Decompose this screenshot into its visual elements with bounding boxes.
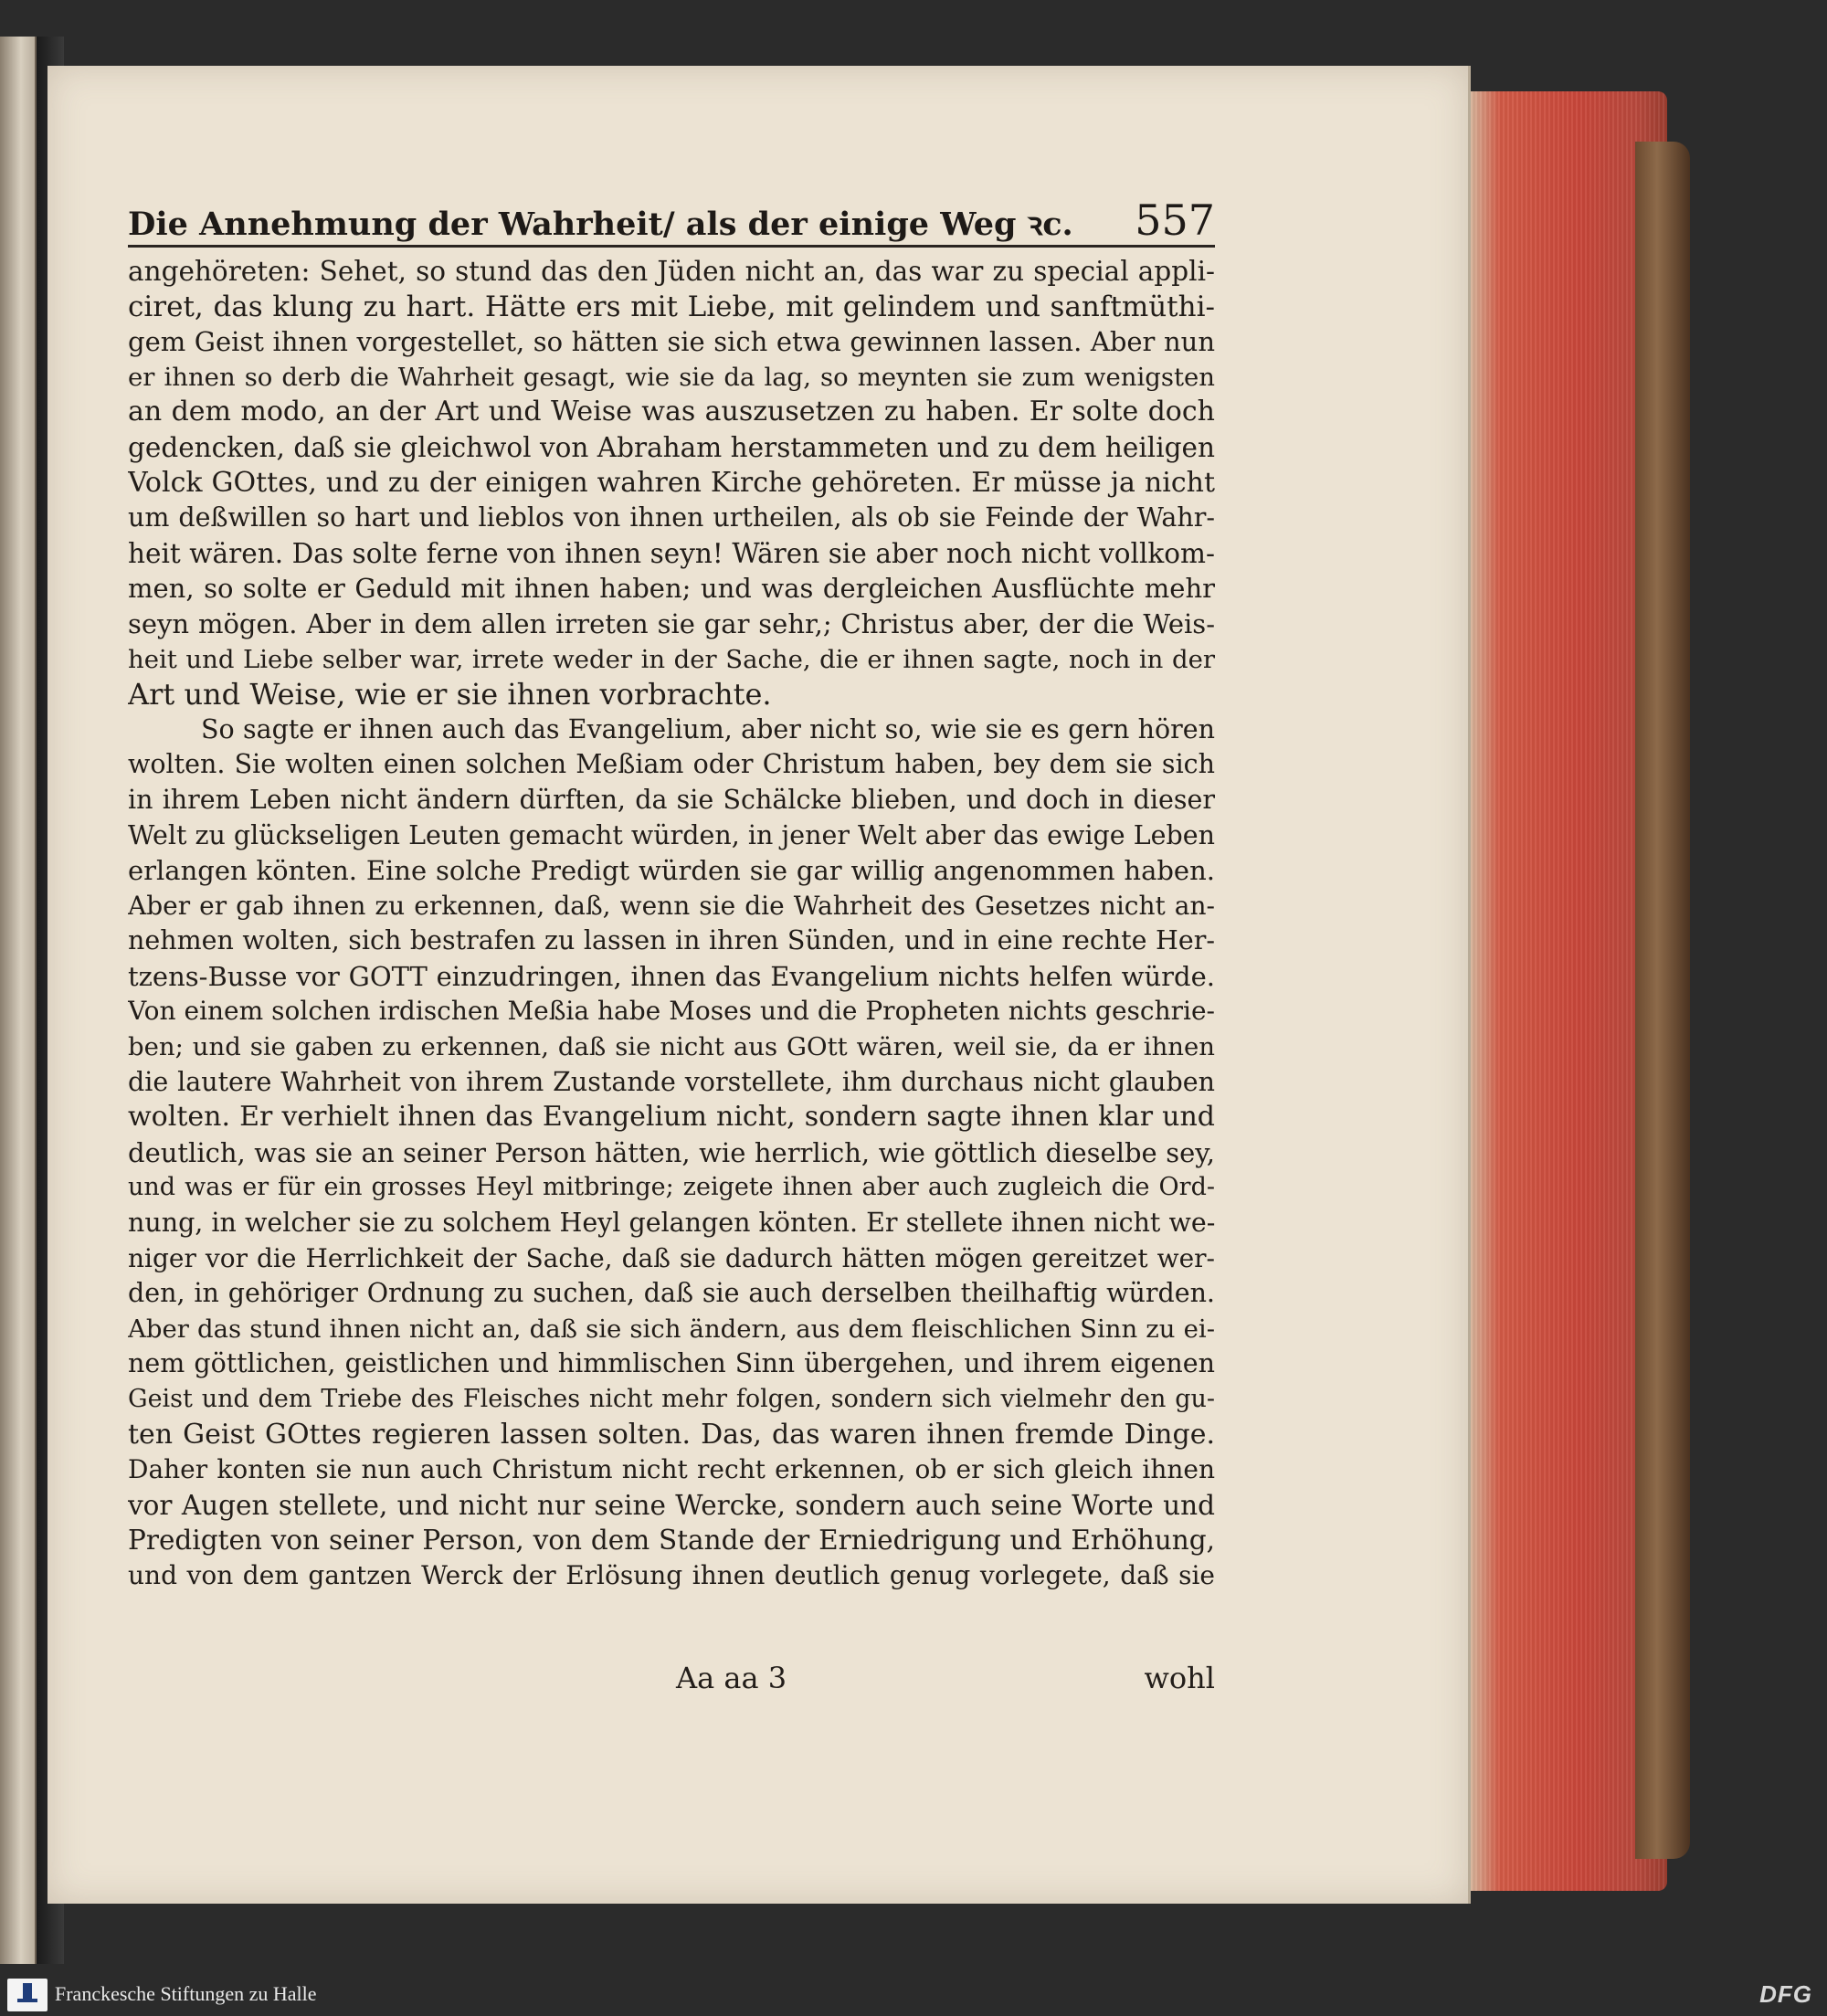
text-line: Welt zu glückseligen Leuten gemacht würden, in jener Welt aber das ewige Leben [128, 819, 1215, 850]
page-footer [128, 1661, 1215, 1701]
running-title: Die Annehmung der Wahrheit/ als der einige Weg ꝛc. [128, 206, 1073, 243]
text-line: Aber das stund ihnen nicht an, daß sie sich ändern, aus dem fleischlichen Sinn zu ei- [128, 1314, 1215, 1344]
text-line: nung, in welcher sie zu solchem Heyl gelangen könten. Er stellete ihnen nicht we- [128, 1208, 1215, 1239]
text-line: deutlich, was sie an seiner Person hätten, wie herrlich, wie göttlich dieselbe sey, [128, 1136, 1215, 1168]
text-line: nem göttlichen, geistlichen und himmlischen Sinn übergehen, und ihrem eigenen [128, 1348, 1215, 1379]
text-line: angehöreten: Sehet, so stund das den Jüden nicht an, das war zu special appli- [128, 256, 1215, 287]
text-line: vor Augen stellete, und nicht nur seine Wercke, sondern auch seine Worte und [128, 1489, 1215, 1521]
running-head [128, 175, 1215, 248]
text-line: den, in gehöriger Ordnung zu suchen, daß sie auch derselben theilhaftig würden. [128, 1278, 1215, 1309]
text-line: erlangen könten. Eine solche Predigt würden sie gar willig angenommen haben. [128, 855, 1215, 887]
left-page-edge [0, 37, 37, 1964]
text-line: und was er für ein grosses Heyl mitbringe; zeigete ihnen aber auch zugleich die Ord- [128, 1173, 1215, 1202]
text-line: um deßwillen so hart und lieblos von ihnen urtheilen, als ob sie Feinde der Wahr- [128, 502, 1215, 533]
text-line: heit und Liebe selber war, irrete weder in der Sache, die er ihnen sagte, noch in der [128, 644, 1215, 674]
text-line: Art und Weise, wie er sie ihnen vorbrachte. [128, 677, 772, 712]
signature-mark: Aa aa 3 [676, 1661, 787, 1695]
text-line: in ihrem Leben nicht ändern dürften, da sie Schälcke blieben, und doch in dieser [128, 784, 1215, 815]
text-line: gedencken, daß sie gleichwol von Abraham herstammeten und zu dem heiligen [128, 431, 1215, 463]
text-line: ten Geist GOttes regieren lassen solten. Das, das waren ihnen fremde Dinge. [128, 1418, 1215, 1451]
text-line: men, so solte er Geduld mit ihnen haben; und was dergleichen Ausflüchte mehr [128, 573, 1215, 605]
institution-logo-icon [7, 1979, 48, 2011]
text-line: gem Geist ihnen vorgestellet, so hätten sie sich etwa gewinnen lassen. Aber nun [128, 326, 1215, 358]
text-line: tzens-Busse vor GOTT einzudringen, ihnen das Evangelium nichts helfen würde. [128, 960, 1215, 992]
catchword: wohl [1144, 1661, 1215, 1695]
text-line: Geist und dem Triebe des Fleisches nicht mehr folgen, sondern sich vielmehr den gu- [128, 1385, 1215, 1413]
text-line: wolten. Sie wolten einen solchen Meßiam oder Christum haben, bey dem sie sich [128, 749, 1215, 780]
text-line: wolten. Er verhielt ihnen das Evangelium nicht, sondern sagte ihnen klar und [128, 1101, 1215, 1134]
text-line: niger vor die Herrlichkeit der Sache, daß sie dadurch hätten mögen gereitzet wer- [128, 1242, 1215, 1273]
text-line: Von einem solchen irdischen Meßia habe Moses und die Propheten nichts geschrie- [128, 996, 1215, 1027]
text-line: Daher konten sie nun auch Christum nicht recht erkennen, ob er sich gleich ihnen [128, 1454, 1215, 1485]
text-line: die lautere Wahrheit von ihrem Zustande vorstellete, ihm durchaus nicht glauben [128, 1066, 1215, 1097]
text-line: und von dem gantzen Werck der Erlösung ihnen deutlich genug vorlegete, daß sie [128, 1559, 1215, 1590]
text-line: heit wären. Das solte ferne von ihnen seyn! Wären sie aber noch nicht vollkom- [128, 537, 1215, 569]
text-line: Aber er gab ihnen zu erkennen, daß, wenn sie die Wahrheit des Gesetzes nicht an- [128, 890, 1215, 921]
text-line: ben; und sie gaben zu erkennen, daß sie nicht aus GOtt wären, weil sie, da er ihnen [128, 1032, 1215, 1062]
text-line: So sagte er ihnen auch das Evangelium, aber nicht so, wie sie es gern hören [201, 713, 1215, 744]
dfg-logo: DFG [1759, 1980, 1812, 2008]
text-line: Predigten von seiner Person, von dem Stande der Erniedrigung und Erhöhung, [128, 1525, 1215, 1557]
text-line: er ihnen so derb die Wahrheit gesagt, wie sie da lag, so meynten sie zum wenigsten [128, 362, 1215, 392]
viewer-footer-bar [0, 1973, 1827, 2016]
page-number: 557 [1135, 195, 1215, 245]
text-line: Volck GOttes, und zu der einigen wahren Kirche gehöreten. Er müsse ja nicht [128, 466, 1215, 499]
book-cover-edge [1635, 142, 1690, 1859]
institution-name: Franckesche Stiftungen zu Halle [55, 1982, 317, 2005]
text-line: seyn mögen. Aber in dem allen irreten sie gar sehr,; Christus aber, der die Weis- [128, 607, 1215, 639]
body-text [128, 254, 1215, 1594]
text-line: ciret, das klung zu hart. Hätte ers mit Liebe, mit gelindem und sanftmüthi- [128, 290, 1215, 323]
text-line: nehmen wolten, sich bestrafen zu lassen in ihren Sünden, und in eine rechte Her- [128, 925, 1215, 956]
text-line: an dem modo, an der Art und Weise was auszusetzen zu haben. Er solte doch [128, 396, 1215, 428]
